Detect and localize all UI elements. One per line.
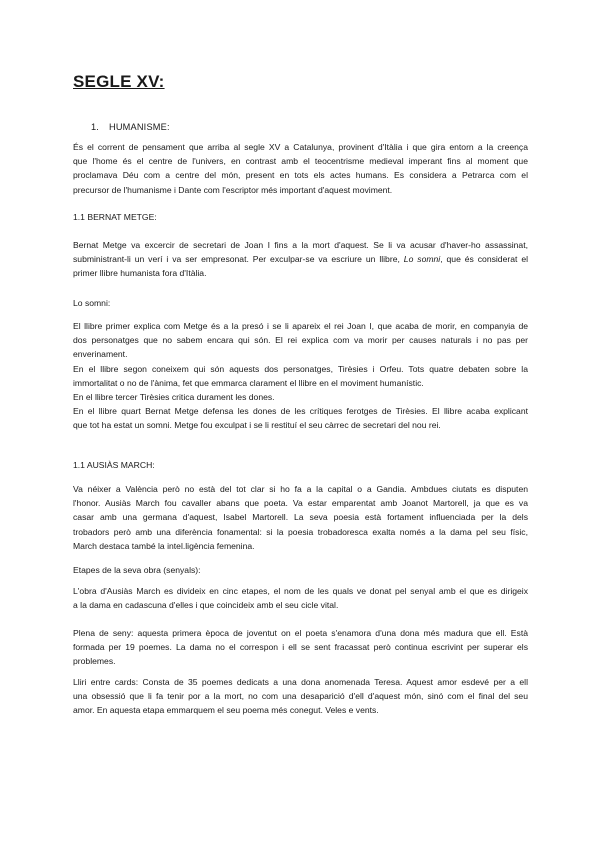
text-line: És el corrent de pensament que arriba al segle XV a Catalunya, provinent d'Itàlia i que gira entorn a la creença (73, 142, 528, 152)
metge-intro-paragraph (73, 238, 528, 281)
page-title: SEGLE XV: (73, 72, 165, 91)
text-line: proclamava Déu com a centre del món, present en tots els actes humans. Es considera a Petrarca com el (73, 170, 528, 181)
etapes-intro-paragraph (73, 584, 528, 612)
text-line: que l'home és el centre de l'univers, en contrast amb el teocentrisme medieval imperant fins al moment que (73, 156, 528, 167)
text-line: primer llibre humanista fora d'Itàlia. (73, 268, 207, 279)
seny-paragraph (73, 626, 528, 669)
text-line: amor. En aquesta etapa emmarquem el seu poema més conegut. Veles e vents. (73, 705, 379, 716)
subsection-heading-metge: 1.1 BERNAT METGE: (73, 212, 157, 222)
text-line: formada per 19 poemes. La dama no el correspon i ell se sent fracassat però continua escrivint per superar els (73, 642, 528, 653)
text-line: que tot ha estat un somni. Metge fou exculpat i se li restituí el seu càrrec de secretari del nou rei. (73, 420, 441, 431)
text-line: subministrant-li un verí i va ser empresonat. Per exculpar-se va escriure un llibre, Lo somni, que és considerat el (73, 254, 529, 265)
lliri-paragraph (73, 675, 528, 718)
book-title: Lo somni (403, 254, 441, 265)
text-line: En el llibre segon coneixem qui són aquests dos personatges, Tirèsies i Orfeu. Tots quatre debaten sobre la (73, 363, 528, 374)
march-intro-paragraph (73, 482, 528, 553)
text-line: Plena de seny: aquesta primera època de joventut on el poeta s'enamora d'una dona més madura que ell. Està (73, 628, 528, 638)
text-line: a la dama en cadascuna d'elles i que coincideix amb el seu cicle vital. (73, 600, 339, 611)
text-line: immortalitat o no de l'ànima, fet que emmarca clarament el llibre en el moviment humanístic. (73, 377, 424, 388)
text-line: En el llibre quart Bernat Metge defensa les dones de les crítiques ferotges de Tirèsies. El llibre acaba explicant (73, 406, 528, 417)
text-line: casar amb una germana d'aquest, Isabel Martorell. La seva poesia està fortament influenciada per la dels (73, 512, 528, 523)
somni-paragraph (73, 319, 528, 433)
text-line: March destaca també la intel.ligència femenina. (73, 540, 255, 551)
subsection-heading-somni: Lo somni: (73, 298, 111, 308)
text-line: l'honor. Ausiàs March fou cavaller abans que poeta. Va estar emparentat amb Joanot Martorell, ja que es va (73, 498, 528, 509)
text-line: precursor de l'humanisme i Dante com l'escriptor més important d'aquest moviment. (73, 184, 393, 195)
humanisme-paragraph (73, 140, 528, 197)
text-line: una obsessió que li fa tenir por a la mort, no com una desaparició d'ell d'aquest món, sinó com el final del seu (73, 691, 528, 702)
text-line: Lliri entre cards: Consta de 35 poemes dedicats a una dona anomenada Teresa. Aquest amor esdevé per a ell (73, 677, 528, 687)
text-line: dos personatges que no sabem encara qui són. El rei explica com va morir per causes naturals i no pas per (73, 335, 528, 346)
text-line: Va néixer a València però no està del tot clar si ho fa a la capital o a Gandia. Ambdues ciutats es disputen (73, 484, 528, 494)
text-line: enverinament. (73, 349, 128, 360)
section-number: 1. (91, 122, 100, 132)
text-line: problemes. (73, 656, 116, 667)
subsection-heading-march: 1.1 AUSIÀS MARCH: (73, 460, 155, 470)
text-line: En el llibre tercer Tirèsies critica durament les dones. (73, 392, 275, 403)
text-line: trobadors però amb una diferència fonamental: si la poesia trobadoresca exalta només a la dama pel seu físic, (73, 526, 528, 537)
subsection-heading-etapes: Etapes de la seva obra (senyals): (73, 565, 201, 575)
section-heading-humanisme (91, 122, 170, 132)
text-line: L'obra d'Ausiàs March es divideix en cinc etapes, el nom de les quals ve donat pel senyal amb el que es dirigeix (73, 586, 528, 596)
text-line: Bernat Metge va excercir de secretari de Joan I fins a la mort d'aquest. Se li va acusar d'haver-ho assassinat, (73, 240, 528, 250)
section-heading-label: HUMANISME: (109, 122, 170, 132)
text-line: El llibre primer explica com Metge és a la presó i se li apareix el rei Joan I, que acaba de morir, en companyia de (73, 321, 528, 331)
